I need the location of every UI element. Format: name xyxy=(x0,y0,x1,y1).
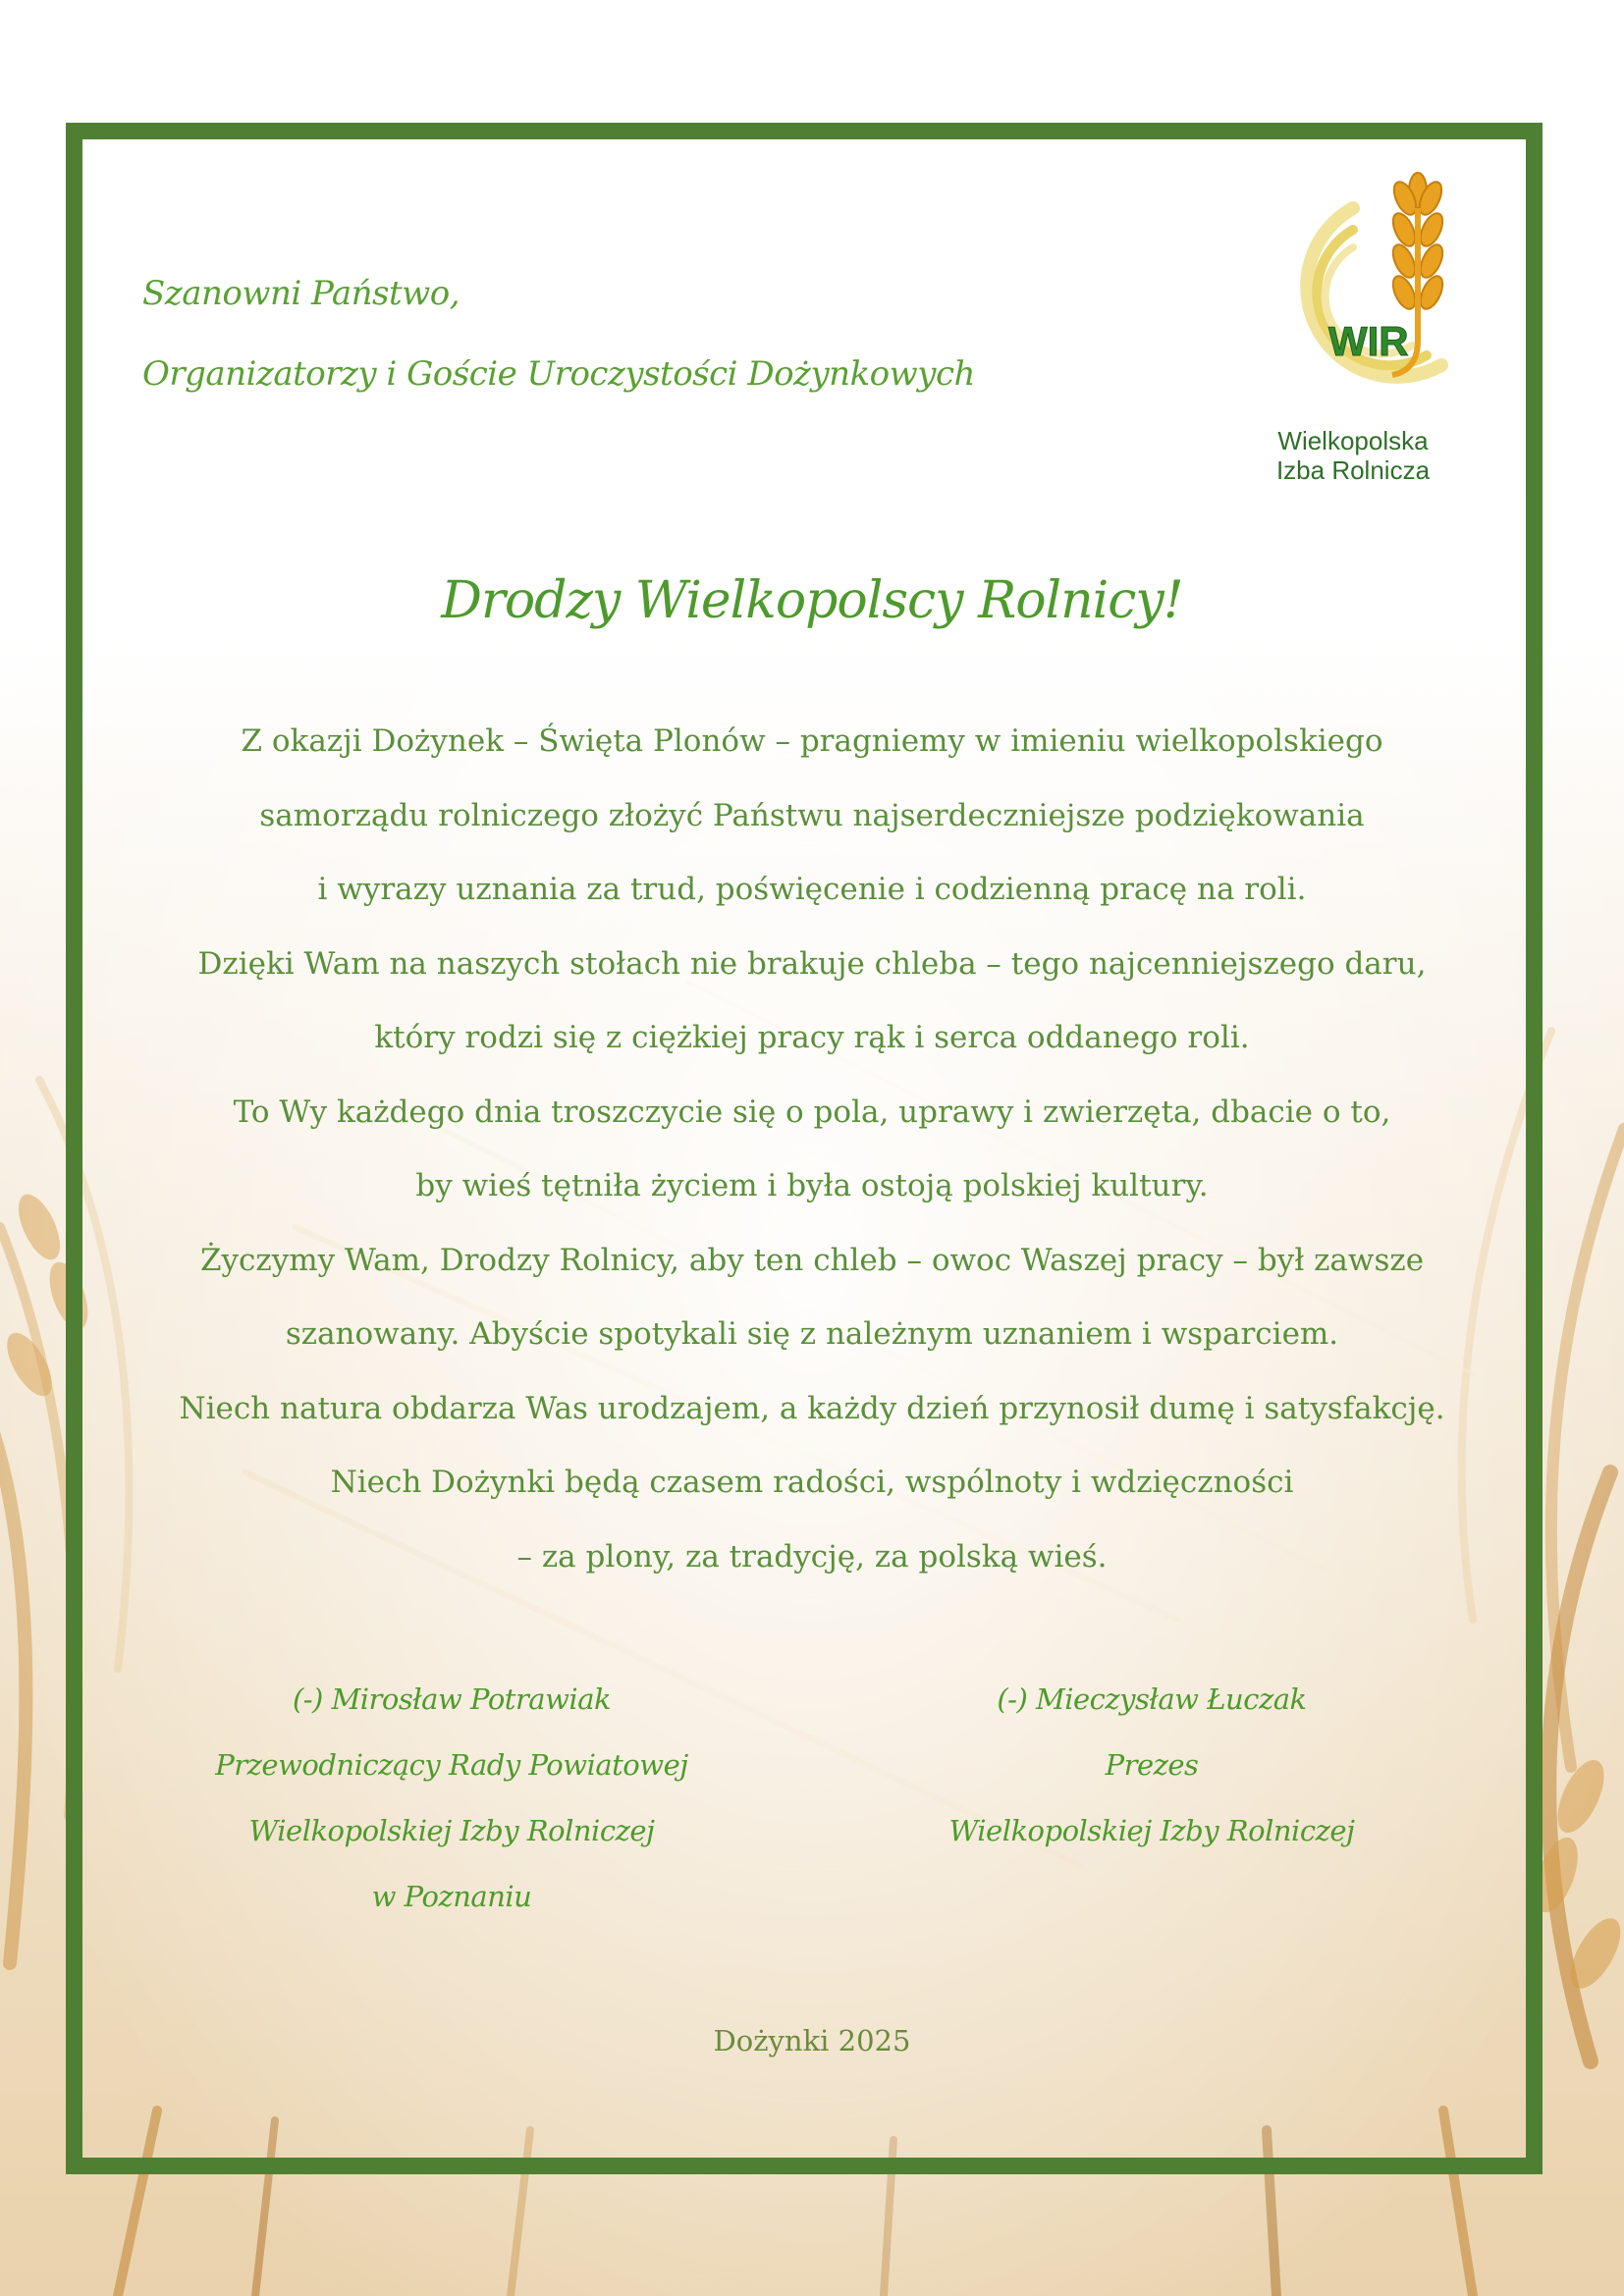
body-line: Z okazji Dożynek – Święta Plonów – pragniemy w imieniu wielkopolskiego xyxy=(241,723,1383,759)
signature-right xyxy=(877,1667,1427,1864)
logo-caption xyxy=(1245,426,1461,485)
greeting xyxy=(142,274,975,394)
signature-title: w Poznaniu xyxy=(371,1880,532,1913)
body-line: Życzymy Wam, Drodzy Rolnicy, aby ten chleb – owoc Waszej pracy – był zawsze xyxy=(199,1242,1425,1278)
signature-name: (-) Mieczysław Łuczak xyxy=(997,1682,1307,1716)
body-line: by wieś tętniła życiem i była ostoją polskiej kultury. xyxy=(415,1168,1209,1203)
greeting-line-2: Organizatorzy i Goście Uroczystości Dożynkowych xyxy=(142,354,975,394)
footer-date: Dożynki 2025 xyxy=(713,2024,911,2057)
body-line: samorządu rolniczego złożyć Państwu najserdeczniejsze podziękowania xyxy=(259,797,1365,833)
letter-body xyxy=(98,705,1526,1594)
wheat-ear-logo-icon xyxy=(1245,169,1461,414)
body-line: To Wy każdego dnia troszczycie się o pola, uprawy i zwierzęta, dbacie o to, xyxy=(233,1094,1391,1130)
greeting-line-1: Szanowni Państwo, xyxy=(142,274,460,313)
body-line: i wyrazy uznania za trud, poświęcenie i codzienną pracę na roli. xyxy=(317,872,1307,907)
signature-left xyxy=(177,1667,727,1930)
logo-caption-line-1: Wielkopolska xyxy=(1277,426,1429,455)
body-line: Niech natura obdarza Was urodzajem, a każdy dzień przynosił dumę i satysfakcję. xyxy=(179,1390,1445,1426)
body-line: Dzięki Wam na naszych stołach nie brakuje chleba – tego najcenniejszego daru, xyxy=(197,945,1427,982)
body-line: Niech Dożynki będą czasem radości, wspólnoty i wdzięczności xyxy=(330,1465,1294,1500)
wir-logo xyxy=(1245,169,1461,493)
body-line: który rodzi się z ciężkiej pracy rąk i serca oddanego roli. xyxy=(374,1020,1250,1055)
signature-title: Przewodniczący Rady Powiatowej xyxy=(215,1748,688,1782)
signature-title: Wielkopolskiej Izby Rolniczej xyxy=(248,1814,655,1847)
logo-caption-line-2: Izba Rolnicza xyxy=(1275,455,1431,485)
body-line: – za plony, za tradycję, za polską wieś. xyxy=(516,1538,1108,1575)
signature-title: Wielkopolskiej Izby Rolniczej xyxy=(948,1814,1355,1847)
logo-letters: WIR xyxy=(1328,318,1409,364)
headline: Drodzy Wielkopolscy Rolnicy! xyxy=(441,571,1183,630)
signature-name: (-) Mirosław Potrawiak xyxy=(292,1682,612,1716)
signature-title: Prezes xyxy=(1105,1748,1199,1782)
body-line: szanowany. Abyście spotykali się z należnym uznaniem i wsparciem. xyxy=(285,1316,1339,1352)
